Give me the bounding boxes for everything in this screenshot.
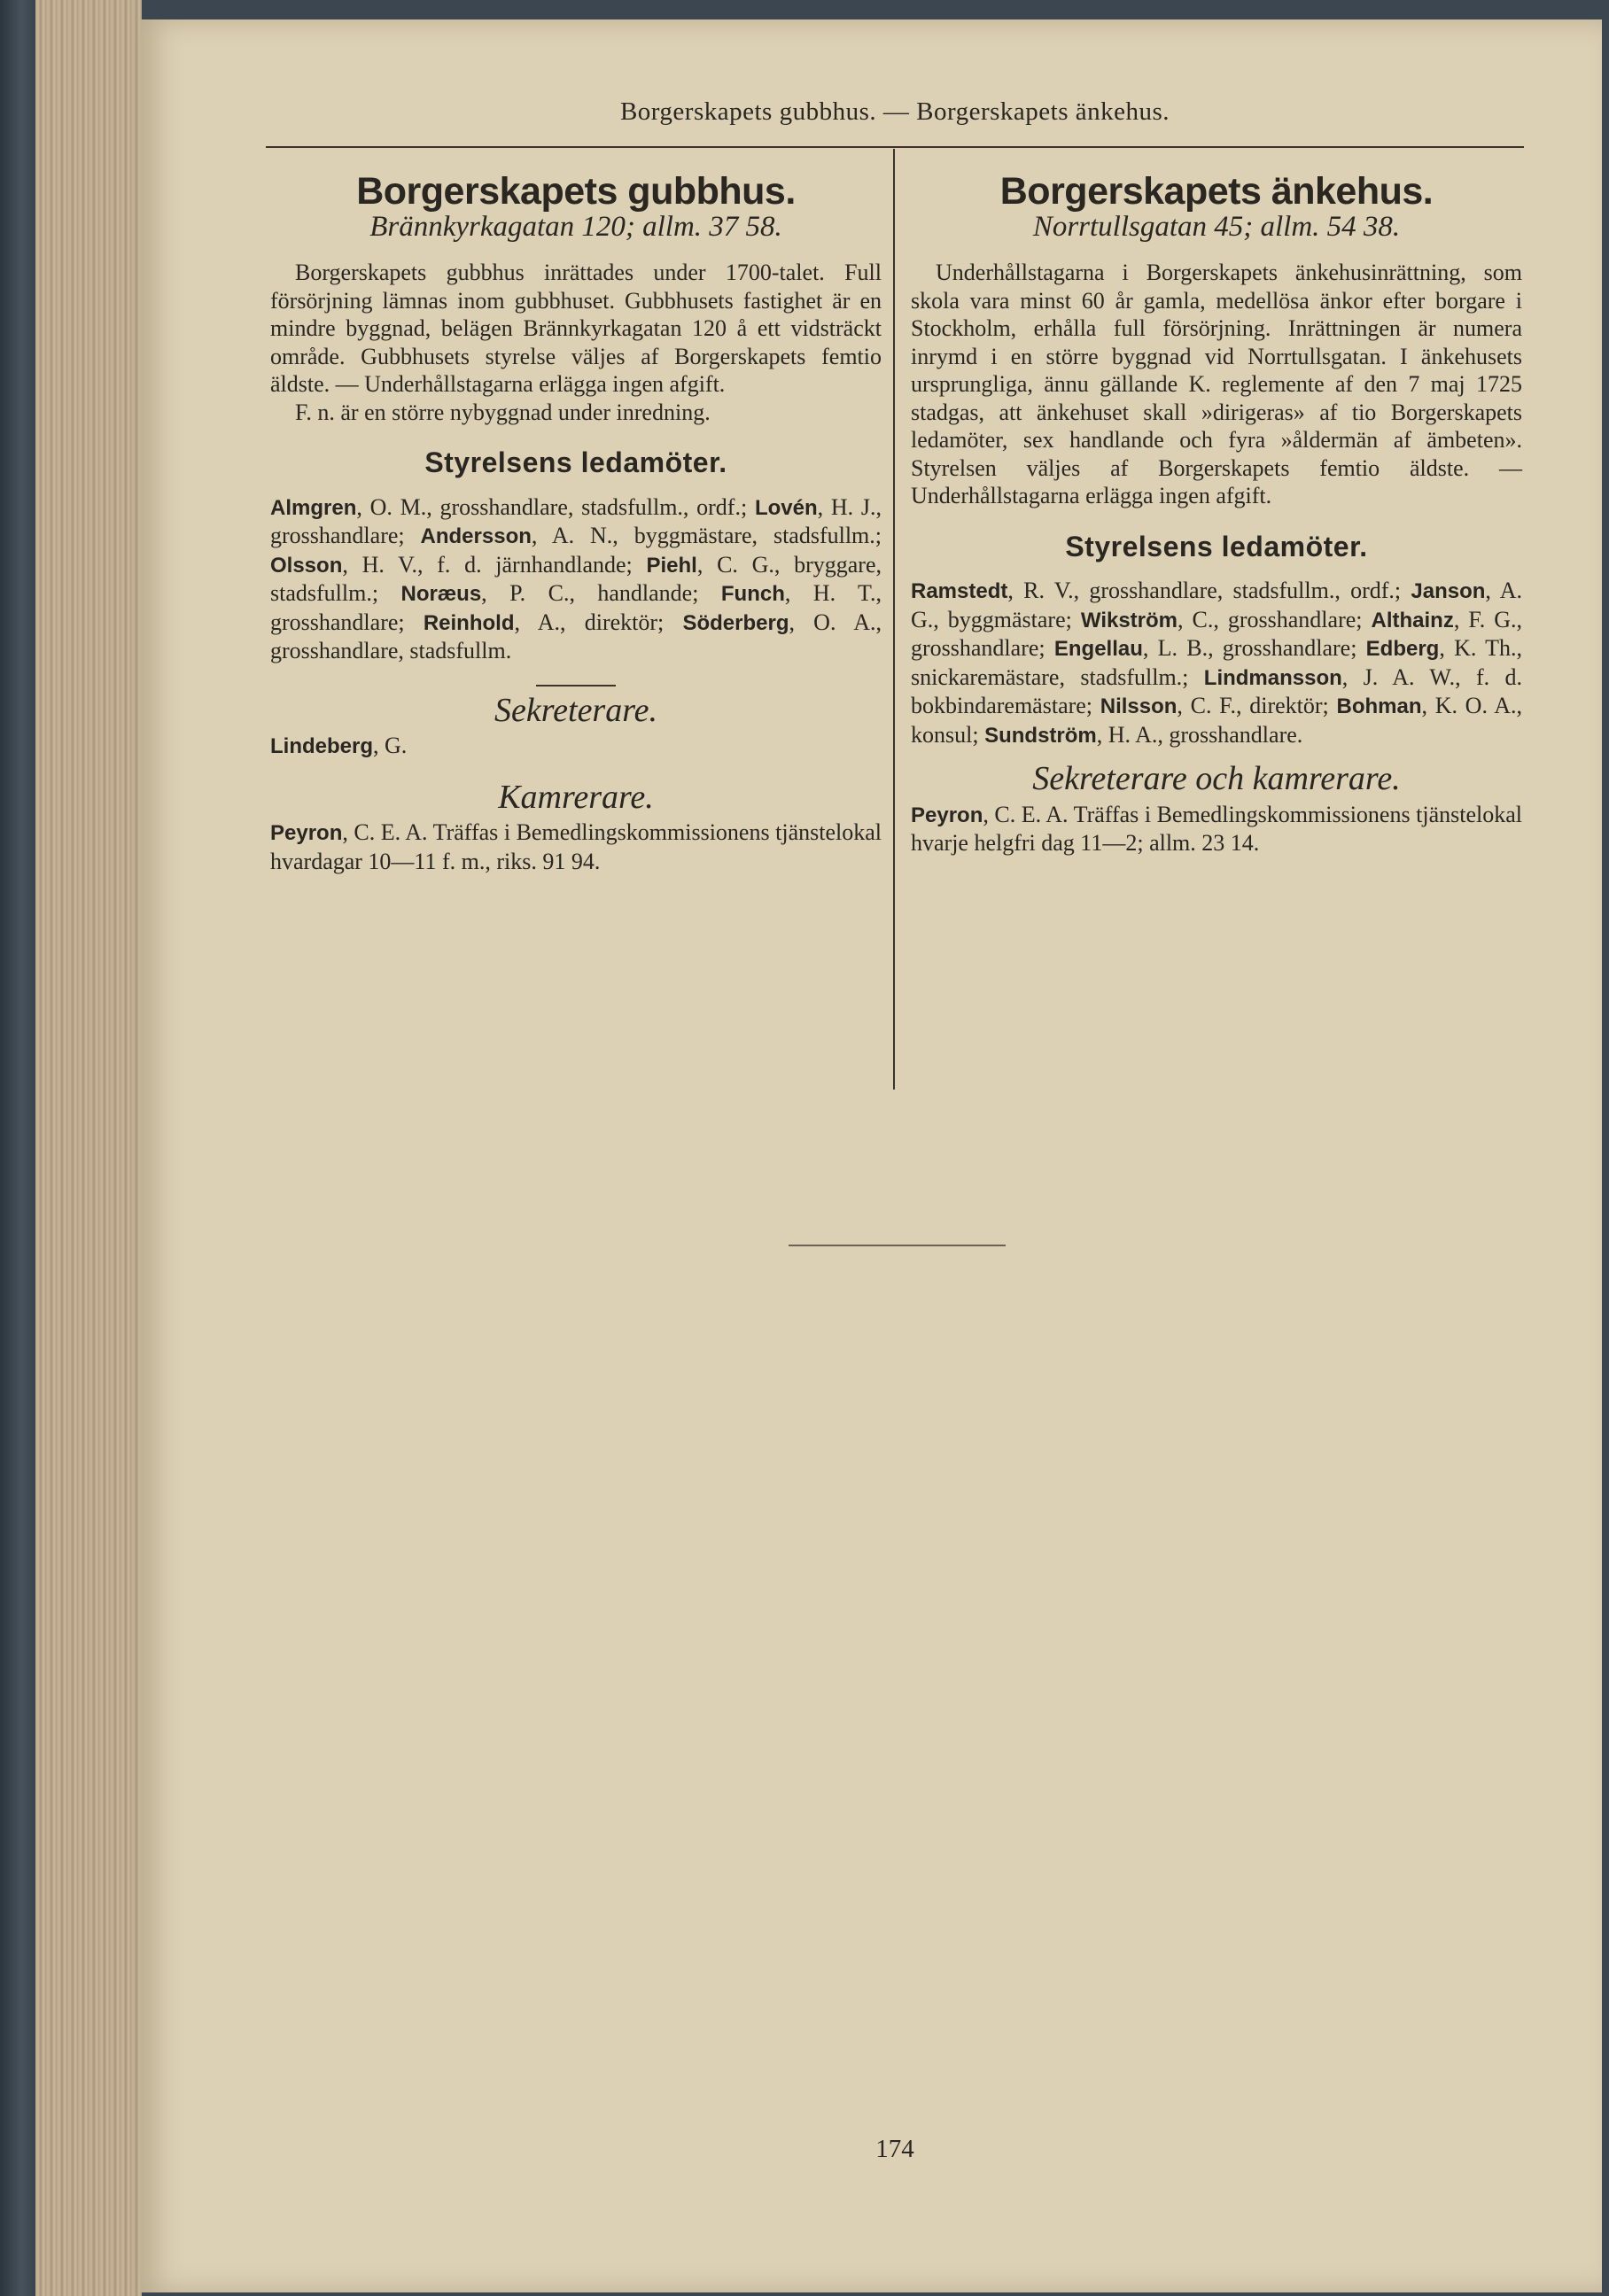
member-desc: , F. G., grosshandlare; <box>911 606 1523 661</box>
member-desc: , K. Th., snickaremästare, stadsfullm.; <box>911 635 1522 690</box>
header-rule <box>266 146 1524 148</box>
member-desc: , C., grosshandlare; <box>1178 606 1372 632</box>
address-gubbhus: Brännkyrkagatan 120; allm. 37 58. <box>369 210 782 243</box>
member-name: Andersson <box>420 524 532 548</box>
section-rule <box>536 685 616 686</box>
member-name: Janson <box>1411 579 1486 603</box>
officer-name: Peyron <box>911 803 983 827</box>
member-name: Nilsson <box>1100 694 1178 718</box>
treasurer-name: Peyron <box>270 821 343 845</box>
member-desc: , C. G., bryggare, stadsfullm.; <box>270 551 882 606</box>
member-desc: , L. B., grosshandlare; <box>1142 635 1366 661</box>
board-members-list <box>270 493 882 665</box>
member-name: Sundström <box>984 723 1097 748</box>
address-ankehus: Norrtullsgatan 45; allm. 54 38. <box>1032 210 1401 243</box>
member-name: Funch <box>720 582 785 606</box>
member-name: Olsson <box>270 553 343 578</box>
note-paragraph: F. n. är en större nybyggnad under inredning. <box>295 399 711 425</box>
member-name: Noræus <box>400 582 482 606</box>
secretary-heading: Sekreterare. <box>494 691 657 729</box>
secretary-name: Lindeberg <box>270 734 374 758</box>
secretary-desc: , G. <box>373 733 408 758</box>
secretary-entry <box>270 732 882 761</box>
member-desc: , J. A. W., f. d. bokbindaremästare; <box>911 663 1522 718</box>
member-desc: , A., direktör; <box>514 609 683 635</box>
page-number: 174 <box>875 2135 914 2163</box>
member-desc: , R. V., grosshandlare, stadsfullm., ordf.; <box>1007 578 1411 603</box>
member-name: Lovén <box>754 495 818 520</box>
member-desc: , H. V., f. d. järnhandlande; <box>342 551 647 578</box>
member-desc: , A. G., byggmästare; <box>911 578 1523 632</box>
treasurer-desc: , C. E. A. Träffas i Bemedlingskommissionens tjänstelokal hvardagar 10—11 f. m., riks. 91 94. <box>270 819 882 874</box>
right-column <box>911 164 1522 857</box>
page-edges <box>35 0 142 2296</box>
officer-heading: Sekreterare och kamrerare. <box>1032 760 1401 797</box>
board-heading: Styrelsens ledamöter. <box>1065 530 1368 562</box>
member-name: Althainz <box>1371 608 1454 632</box>
running-head: Borgerskapets gubbhus. — Borgerskapets änkehus. <box>619 97 1170 126</box>
member-desc: , A. N., byggmästare, stadsfullm.; <box>531 523 882 548</box>
member-name: Reinhold <box>423 610 515 635</box>
member-name: Edberg <box>1365 637 1440 661</box>
officer-entry <box>911 801 1522 857</box>
member-name: Engellau <box>1053 637 1143 661</box>
member-desc: , H. A., grosshandlare. <box>1096 721 1303 748</box>
member-name: Lindmansson <box>1203 665 1342 690</box>
book-binding <box>0 0 35 2296</box>
member-desc: , C. F., direktör; <box>1177 693 1337 718</box>
footer-rule <box>789 1245 1006 1246</box>
board-heading: Styrelsens ledamöter. <box>424 446 727 478</box>
description-paragraph: Underhållstagarna i Borgerskapets änkehusinrättning, som skola vara minst 60 år gamla, medellösa änkor efter borgare i Stockholm, erhålla full försörjning. Inrättningen är numera inrymd i en större byggnad vid Norrtullsgatan. I änkehusets ursprungliga, ännu gällande K. reglemente af den 7 maj 1725 stadgas, att änkehuset skall »dirigeras» af tio Borgerskapets ledamöter, sex handlande och fyra »åldermän af ämbeten». Styrelsen väljes af Borgerskapets femtio äldste. — Underhållstagarna erlägga ingen afgift. <box>911 260 1522 508</box>
member-desc: , H. J., grosshandlare; <box>270 493 882 548</box>
treasurer-entry <box>270 818 882 875</box>
member-desc: , K. O. A., konsul; <box>911 693 1522 748</box>
member-name: Söderberg <box>682 610 789 635</box>
treasurer-heading: Kamrerare. <box>498 778 654 816</box>
column-divider <box>893 149 895 1090</box>
member-name: Bohman <box>1336 694 1422 718</box>
section-title-gubbhus: Borgerskapets gubbhus. <box>356 170 796 213</box>
member-desc: , P. C., handlande; <box>481 580 721 606</box>
officer-desc: , C. E. A. Träffas i Bemedlingskommissionens tjänstelokal hvarje helgfri dag 11—2; allm. 23 14. <box>911 801 1522 856</box>
member-name: Ramstedt <box>911 579 1008 603</box>
member-name: Wikström <box>1080 608 1178 632</box>
section-title-ankehus: Borgerskapets änkehus. <box>999 170 1434 213</box>
member-name: Almgren <box>270 495 357 520</box>
member-desc: , H. T., grosshandlare; <box>270 580 882 635</box>
member-desc: , O. M., grosshandlare, stadsfullm., ordf.; <box>356 493 755 520</box>
member-name: Piehl <box>646 553 697 578</box>
left-column <box>270 164 882 875</box>
board-members-list <box>911 577 1522 749</box>
description-paragraph: Borgerskapets gubbhus inrättades under 1700-talet. Full försörjning lämnas inom gubbhuset. Gubbhusets fastighet är en mindre byggnad, belägen Brännkyrkagatan 120 å ett vidsträckt område. Gubbhusets styrelse väljes af Borgerskapets femtio äldste. — Underhållstagarna erlägga ingen afgift. <box>270 260 882 397</box>
member-desc: , O. A., grosshandlare, stadsfullm. <box>270 609 882 663</box>
